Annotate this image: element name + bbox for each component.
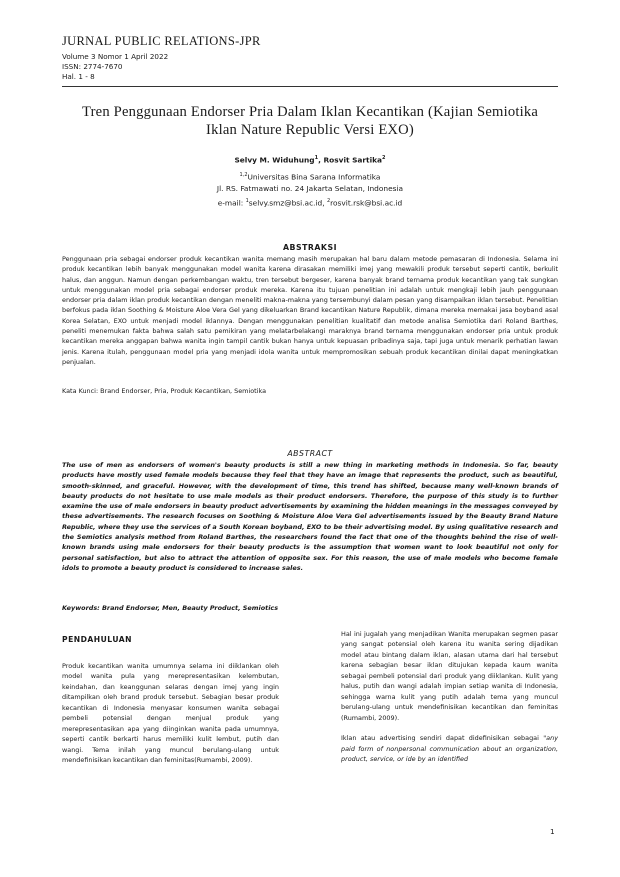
email-prefix: e-mail: xyxy=(217,198,246,208)
abstrak-heading: ABSTRAKSI xyxy=(282,243,337,252)
abstract-heading: ABSTRACT xyxy=(287,449,333,458)
journal-name: JURNAL PUBLIC RELATIONS-JPR xyxy=(62,34,261,48)
abstract-keywords: Keywords: Brand Endorser, Men, Beauty Product, Semiotics xyxy=(62,604,279,612)
author-2-affil: 2 xyxy=(382,155,386,161)
left-paragraph-1: Produk kecantikan wanita umumnya selama ini diiklankan oleh model wanita pula yang merepresentasikan kelembutan, keindahan, dan keanggunan selaras dengan imej yang ingin ditampilkan oleh brand produk tersebut. Sebagian besar produk kecantikan di Indonesia menyasar konsumen wanita sebagai pembeli potensial dengan menjual produk yang merepresentasikan apa yang diinginkan wanita pada umumnya, seperti cantik berkarti harus memiliki kulit lembut, putih dan wangi. Tema inilah yang muncul berulang-ulang untuk mendefinisikan kecantikan dan feminitas(Rumambi, 2009). xyxy=(62,662,279,765)
author-1: Selvy M. Widuhung xyxy=(234,155,315,165)
author-separator: , xyxy=(318,155,324,165)
right-paragraph-2-plain: Iklan atau advertising sendiri dapat didefinisikan sebagai xyxy=(341,734,544,743)
title-line-2: Iklan Nature Republic Versi EXO) xyxy=(206,122,414,138)
email-2[interactable]: rosvit.rsk@bsi.ac.id xyxy=(330,198,403,208)
right-paragraph-2-quote: "any paid form of nonpersonal communication about an organization, product, service, or ide by an identified xyxy=(341,734,558,763)
email-1[interactable]: selvy.smz@bsi.ac.id xyxy=(248,198,323,208)
title-line-1: Tren Penggunaan Endorser Pria Dalam Iklan Kecantikan (Kajian Semiotika xyxy=(81,104,539,120)
email-separator: , xyxy=(322,198,327,208)
affiliation-address: Jl. RS. Fatmawati no. 24 Jakarta Selatan, Indonesia xyxy=(216,184,404,193)
email-2-sup: 2 xyxy=(326,198,331,204)
right-paragraph-1: Hal ini jugalah yang menjadikan Wanita merupakan segmen pasar yang sangat potensial oleh karena itu wanita sering dijadikan model atau bintang dalam iklan, alasan utama dari hal tersebut karena sebagian besar iklan ditujukan kepada kaum wanita sebagai pembeli potensial dari produk yang diiklankan. Kulit yang halus, putih dan wangi adalah impian setiap wanita di Indonesia, sehingga warna kulit yang putih adalah tema yang muncul berulang-ulang untuk mendefinisikan kecantikan dan feminitas (Rumambi, 2009). xyxy=(341,630,558,722)
journal-pages: Hal. 1 - 8 xyxy=(62,72,95,81)
affiliation-institution xyxy=(62,170,558,182)
abstrak-keywords: Kata Kunci: Brand Endorser, Pria, Produk Kecantikan, Semiotika xyxy=(62,387,267,395)
right-column xyxy=(341,629,558,774)
affiliation-sup: 1,2 xyxy=(239,172,248,178)
abstract-text: The use of men as endorsers of women's beauty products is still a new thing in marketing methods in Indonesia. So far, beauty products have mostly used female models because they feel that they have an image that represents the product, such as beautiful, smooth-skinned, and graceful. However, with the development of time, this trend has shifted, because many well-known brands of beauty products do not hesitate to use male models as their product endorsers. Therefore, the purpose of this study is to further examine the use of male endorsers in beauty product advertisements by examining the hidden meanings in the messages conveyed by these advertisements. The research focuses on Soothing & Moisture Aloe Vera Gel advertisements issued by the Beauty Brand Nature Republic, where they use the services of a South Korean boyband, EXO to be their advertising model. By using qualitative research and the Semiotics analysis method from Roland Barthes, the researchers found the fact that one of the thoughts behind the rise of well-known brands using male endorsers for their beauty products is the assumption that women want to look beautiful not only for personal satisfaction, but also to attract the attention of opposite sex. For this reason, the use of male models who become female idols to promote a beauty product is considered to increase sales. xyxy=(62,461,558,572)
affiliation-email xyxy=(62,196,558,208)
section-heading: PENDAHULUAN xyxy=(62,635,133,644)
page-number: 1 xyxy=(550,827,555,836)
author-list xyxy=(62,153,558,165)
author-2: Rosvit Sartika xyxy=(323,155,383,165)
author-1-affil: 1 xyxy=(314,155,319,161)
email-1-sup: 1 xyxy=(245,198,249,204)
institution-name: Universitas Bina Sarana Informatika xyxy=(247,172,381,182)
header-rule xyxy=(62,86,558,87)
journal-volume: Volume 3 Nomor 1 April 2022 xyxy=(62,52,169,61)
left-column xyxy=(62,661,279,776)
journal-issn: ISSN: 2774-7670 xyxy=(62,62,123,71)
right-paragraph-2 xyxy=(341,733,558,764)
paper-title xyxy=(62,103,558,139)
abstrak-text: Penggunaan pria sebagai endorser produk kecantikan wanita memang masih merupakan hal baru dalam metode pemasaran di Indonesia. Selama ini produk kecantikan lebih banyak menggunakan model wanita karena dirasakan memiliki imej yang mewakili produk tersebut seperti cantik, berkulit halus, dan anggun. Namun dengan perkembangan waktu, tren tersebut bergeser, karena banyak brand ternama produk kecantikan yang tak sungkan untuk menggunakan model pria sebagai endorser produk mereka. Karena itu tujuan penelitian ini adalah untuk mengkaji lebih jauh penggunaan endorser pria dalam iklan produk kecantikan dengan meneliti makna-makna yang tersembunyi dalam pesan yang disampaikan iklan tersebut. Penelitian berfokus pada iklan Soothing & Moisture Aloe Vera Gel yang dikeluarkan Brand kecantikan Nature Republik, dimana mereka memakai jasa boyband asal Korea Selatan, EXO untuk menjadi model iklannya. Dengan menggunakan penelitian kualitatif dan metode analisa Semiotika dari Roland Barthes, peneliti menemukan fakta bahwa salah satu pemikiran yang melatarbelakangi maraknya brand ternama menggunakan endorser pria untuk produk kecantikan mereka anggapan bahwa wanita ingin tampil cantik bukan hanya untuk kepuasan pribadinya saja, tapi juga untuk menarik perhatian lawan jenis. Karena itulah, penggunaan model pria yang menjadi idola wanita untuk mempromosikan sebuah produk kecantikan dinilai dapat meningkatkan penjualan. xyxy=(62,255,558,366)
